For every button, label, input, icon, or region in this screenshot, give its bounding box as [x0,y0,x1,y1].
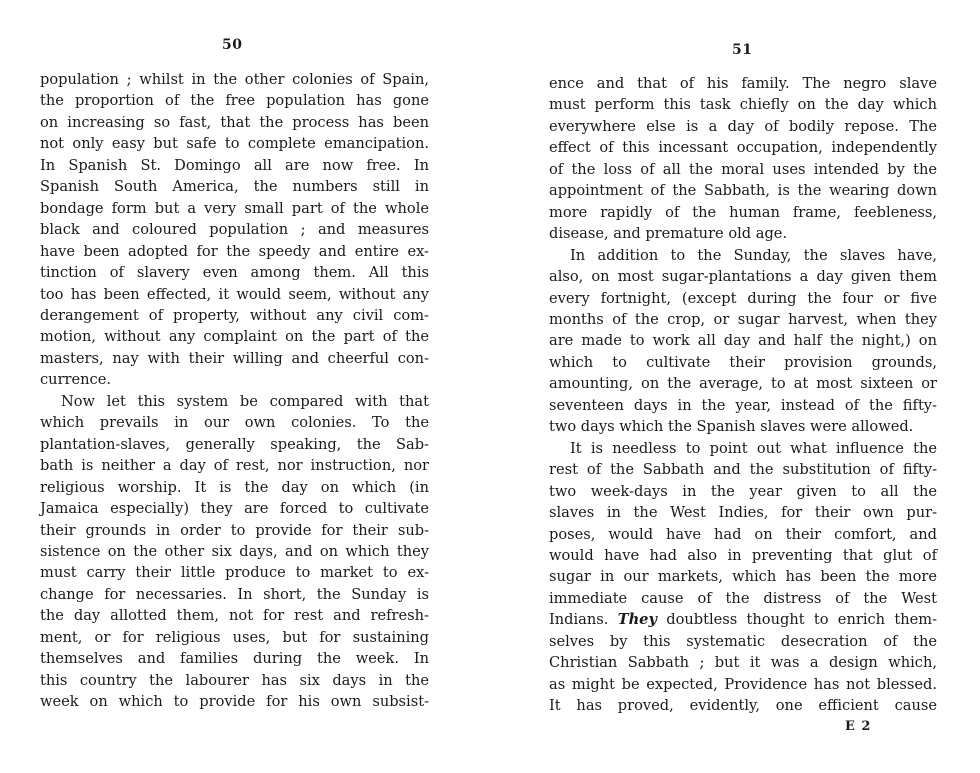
text-line: masters, nay with their willing and cheerful con- [40,349,429,367]
text-line: selves by this systematic desecration of the [549,632,937,650]
text-line: not only easy but safe to complete emancipation. [40,135,429,153]
left-page-number: 50 [222,37,243,53]
text-line: every fortnight, (except during the four or five [549,289,937,307]
text-line: immediate cause of the distress of the West [549,589,937,607]
text-line: also, on most sugar-plantations a day given them [549,268,937,286]
signature-mark: E 2 [845,719,872,734]
text-line: are made to work all day and half the night,) on [549,332,937,350]
emphasis-word: They [617,611,657,629]
word-indians: Indians. [549,611,609,629]
text-line: disease, and premature old age. [549,225,788,243]
text-line: appointment of the Sabbath, is the wearing down [549,182,937,200]
text-line: seventeen days in the year, instead of the fifty- [549,396,937,414]
text-line: this country the labourer has six days in the [40,671,429,689]
text-line: ence and that of his family. The negro slave [549,75,937,92]
left-page-text [40,69,429,713]
text-line: their grounds in order to provide for their sub- [40,521,429,539]
text-line: week on which to provide for his own subsist- [40,693,429,711]
text-line: slaves in the West Indies, for their own pur- [549,504,937,522]
text-line: effect of this incessant occupation, independently [549,139,937,157]
text-line: would have had also in preventing that glut of [549,546,937,564]
text-line: tinction of slavery even among them. All this [40,264,429,282]
text-line: themselves and families during the week. In [40,650,429,668]
text-line: rest of the Sabbath and the substitution of fifty- [549,461,937,479]
right-page-number: 51 [732,42,753,58]
text-line: religious worship. It is the day on which (in [40,478,429,496]
text-line: It is needless to point out what influence the [570,439,937,457]
text-line: motion, without any complaint on the part of the [40,328,429,346]
text-line: black and coloured population ; and measures [40,221,429,239]
text-line: It has proved, evidently, one efficient cause [549,697,937,715]
text-line: as might be expected, Providence has not blessed. [549,675,937,693]
text-line: the day allotted them, not for rest and refresh- [40,607,429,625]
text-line: on increasing so fast, that the process has been [40,113,429,131]
text-line: population ; whilst in the other colonies of Spain, [40,71,429,88]
text-line: which to cultivate their provision grounds, [549,353,937,371]
text-line: the proportion of the free population has gone [40,92,429,110]
text-line: bath is neither a day of rest, nor instruction, nor [40,457,429,475]
text-line: Jamaica especially) they are forced to cultivate [40,500,429,518]
text-line: amounting, on the average, to at most sixteen or [549,375,937,393]
text-line: poses, would have had on their comfort, and [549,525,937,543]
text-line: sistence on the other six days, and on which they [40,542,429,560]
text-line: Spanish South America, the numbers still in [40,178,429,196]
emphasis-line-rest: doubtless thought to enrich them- [656,611,938,629]
text-line: two days which the Spanish slaves were allowed. [549,418,914,436]
text-line: ment, or for religious uses, but for sustaining [40,628,429,646]
right-page-text [549,73,937,717]
text-line: everywhere else is a day of bodily repose. The [549,117,937,135]
text-line: which prevails in our own colonies. To the [40,414,429,432]
text-line: Now let this system be compared with that [61,392,429,410]
text-line: plantation-slaves, generally speaking, the Sab- [40,435,429,453]
text-line: more rapidly of the human frame, feebleness, [549,203,937,221]
text-line: must perform this task chiefly on the day which [549,96,937,114]
text-line: must carry their little produce to market to ex- [40,564,429,582]
text-line: Christian Sabbath ; but it was a design which, [549,654,937,672]
right-page [490,0,980,773]
text-line-emphasis [549,609,937,630]
text-line: months of the crop, or sugar harvest, when they [549,310,937,328]
text-line: of the loss of all the moral uses intended by the [549,160,937,178]
text-line: derangement of property, without any civil com- [40,306,429,324]
text-line: sugar in our markets, which has been the more [549,568,937,586]
text-line: too has been effected, it would seem, without any [40,285,429,303]
text-line: two week-days in the year given to all the [549,482,937,500]
text-line: In Spanish St. Domingo all are now free. In [40,156,429,174]
text-line: have been adopted for the speedy and entire ex- [40,242,429,260]
text-line: In addition to the Sunday, the slaves have, [570,246,937,264]
text-line: bondage form but a very small part of the whole [40,199,429,217]
text-line: change for necessaries. In short, the Sunday is [40,585,429,603]
text-line: currence. [40,371,112,389]
